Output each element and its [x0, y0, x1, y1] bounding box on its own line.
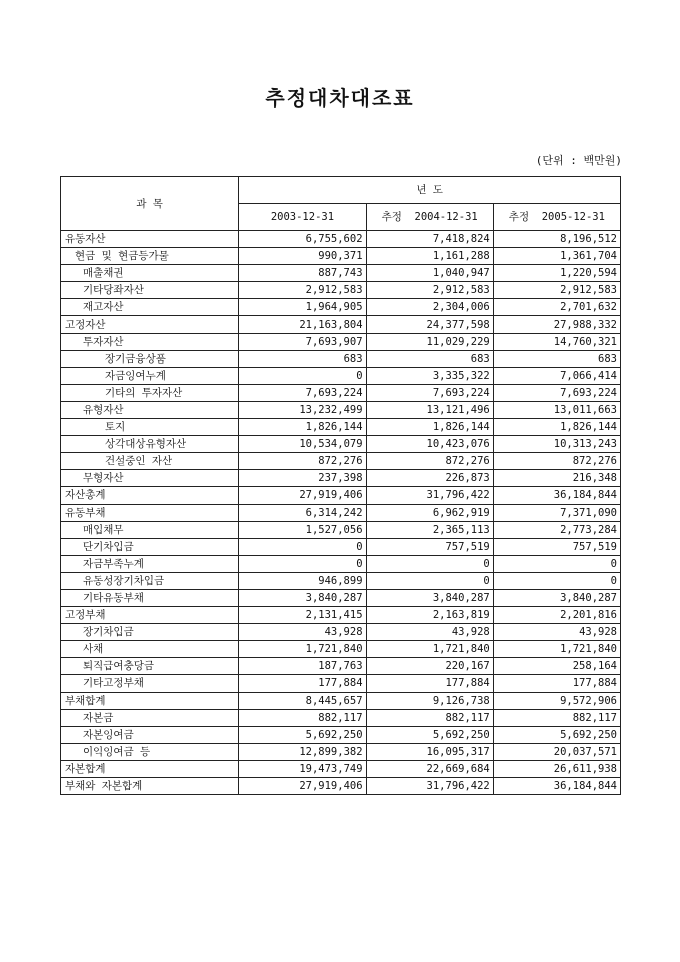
table-row [61, 760, 621, 777]
row-label: 유동부채 [61, 504, 239, 521]
table-row [61, 436, 621, 453]
row-value: 683 [366, 350, 493, 367]
row-value: 177,884 [239, 675, 366, 692]
row-label: 장기차입금 [61, 624, 239, 641]
row-value: 3,840,287 [366, 589, 493, 606]
table-header [61, 177, 621, 231]
row-value: 7,693,907 [239, 333, 366, 350]
row-value: 6,314,242 [239, 504, 366, 521]
row-label: 기타유동부채 [61, 589, 239, 606]
row-value: 2,131,415 [239, 607, 366, 624]
row-value: 43,928 [366, 624, 493, 641]
row-value: 5,692,250 [239, 726, 366, 743]
table-row [61, 487, 621, 504]
row-value: 7,371,090 [493, 504, 620, 521]
table-row [61, 641, 621, 658]
row-label: 무형자산 [61, 470, 239, 487]
row-value: 990,371 [239, 248, 366, 265]
row-value: 187,763 [239, 658, 366, 675]
row-value: 27,919,406 [239, 487, 366, 504]
row-value: 2,304,006 [366, 299, 493, 316]
row-value: 36,184,844 [493, 487, 620, 504]
table-row [61, 316, 621, 333]
row-value: 1,826,144 [493, 419, 620, 436]
row-value: 20,037,571 [493, 743, 620, 760]
row-value: 872,276 [239, 453, 366, 470]
row-value: 24,377,598 [366, 316, 493, 333]
row-value: 882,117 [366, 709, 493, 726]
table-row [61, 624, 621, 641]
row-label: 자금부족누계 [61, 555, 239, 572]
row-label: 매입채무 [61, 521, 239, 538]
row-label: 퇴직급여충당금 [61, 658, 239, 675]
row-label: 부채합계 [61, 692, 239, 709]
row-label: 유형자산 [61, 401, 239, 418]
header-col-2004: 추정 2004-12-31 [366, 204, 493, 231]
row-label: 기타의 투자자산 [61, 384, 239, 401]
table-row [61, 709, 621, 726]
row-value: 1,527,056 [239, 521, 366, 538]
row-value: 3,840,287 [239, 589, 366, 606]
header-col-2003: 2003-12-31 [239, 204, 366, 231]
row-value: 19,473,749 [239, 760, 366, 777]
row-label: 재고자산 [61, 299, 239, 316]
row-value: 258,164 [493, 658, 620, 675]
row-value: 216,348 [493, 470, 620, 487]
row-label: 유동자산 [61, 231, 239, 248]
header-item: 과 목 [61, 177, 239, 231]
row-value: 7,066,414 [493, 367, 620, 384]
row-value: 7,693,224 [366, 384, 493, 401]
row-value: 7,693,224 [239, 384, 366, 401]
row-value: 27,919,406 [239, 778, 366, 795]
row-value: 5,692,250 [493, 726, 620, 743]
row-value: 226,873 [366, 470, 493, 487]
row-value: 683 [239, 350, 366, 367]
table-body [61, 231, 621, 795]
table-row [61, 607, 621, 624]
row-value: 43,928 [493, 624, 620, 641]
table-row [61, 658, 621, 675]
row-label: 장기금융상품 [61, 350, 239, 367]
row-value: 0 [493, 572, 620, 589]
row-value: 177,884 [493, 675, 620, 692]
row-value: 3,335,322 [366, 367, 493, 384]
row-value: 2,912,583 [493, 282, 620, 299]
table-row [61, 401, 621, 418]
row-value: 2,201,816 [493, 607, 620, 624]
row-label: 자산총계 [61, 487, 239, 504]
row-label: 자본합계 [61, 760, 239, 777]
row-value: 872,276 [493, 453, 620, 470]
table-row [61, 778, 621, 795]
row-value: 10,423,076 [366, 436, 493, 453]
row-value: 1,161,288 [366, 248, 493, 265]
row-value: 14,760,321 [493, 333, 620, 350]
table-row [61, 248, 621, 265]
table-row [61, 384, 621, 401]
row-value: 1,826,144 [366, 419, 493, 436]
row-value: 1,220,594 [493, 265, 620, 282]
table-row [61, 675, 621, 692]
table-row [61, 333, 621, 350]
header-year: 년 도 [239, 177, 621, 204]
row-value: 0 [239, 555, 366, 572]
row-label: 자본금 [61, 709, 239, 726]
row-value: 9,126,738 [366, 692, 493, 709]
document-title: 추정대차대조표 [265, 86, 415, 110]
table-row [61, 555, 621, 572]
table-row [61, 504, 621, 521]
row-label: 토지 [61, 419, 239, 436]
table-row [61, 589, 621, 606]
row-value: 43,928 [239, 624, 366, 641]
row-value: 2,912,583 [239, 282, 366, 299]
table-row [61, 367, 621, 384]
row-label: 자본잉여금 [61, 726, 239, 743]
row-label: 매출채권 [61, 265, 239, 282]
table-row [61, 726, 621, 743]
row-value: 1,721,840 [366, 641, 493, 658]
row-value: 31,796,422 [366, 487, 493, 504]
row-value: 10,534,079 [239, 436, 366, 453]
row-value: 0 [239, 367, 366, 384]
row-value: 9,572,906 [493, 692, 620, 709]
table-row [61, 572, 621, 589]
row-value: 12,899,382 [239, 743, 366, 760]
row-value: 5,692,250 [366, 726, 493, 743]
row-value: 27,988,332 [493, 316, 620, 333]
row-label: 건설중인 자산 [61, 453, 239, 470]
row-value: 8,445,657 [239, 692, 366, 709]
row-value: 36,184,844 [493, 778, 620, 795]
row-value: 2,163,819 [366, 607, 493, 624]
row-value: 7,418,824 [366, 231, 493, 248]
table-row [61, 538, 621, 555]
row-value: 1,826,144 [239, 419, 366, 436]
row-label: 자금잉여누계 [61, 367, 239, 384]
row-label: 사채 [61, 641, 239, 658]
table-row [61, 350, 621, 367]
table-row [61, 282, 621, 299]
row-value: 757,519 [366, 538, 493, 555]
row-value: 757,519 [493, 538, 620, 555]
table-row [61, 299, 621, 316]
row-value: 220,167 [366, 658, 493, 675]
row-value: 13,232,499 [239, 401, 366, 418]
row-value: 882,117 [493, 709, 620, 726]
row-value: 237,398 [239, 470, 366, 487]
row-value: 177,884 [366, 675, 493, 692]
table-row [61, 470, 621, 487]
row-label: 이익잉여금 등 [61, 743, 239, 760]
row-value: 6,962,919 [366, 504, 493, 521]
table-row [61, 419, 621, 436]
row-value: 2,701,632 [493, 299, 620, 316]
row-value: 21,163,804 [239, 316, 366, 333]
row-value: 1,721,840 [493, 641, 620, 658]
row-label: 유동성장기차입금 [61, 572, 239, 589]
row-value: 887,743 [239, 265, 366, 282]
row-value: 0 [493, 555, 620, 572]
row-label: 고정자산 [61, 316, 239, 333]
row-value: 13,121,496 [366, 401, 493, 418]
row-value: 3,840,287 [493, 589, 620, 606]
row-label: 고정부채 [61, 607, 239, 624]
row-value: 8,196,512 [493, 231, 620, 248]
row-label: 단기차입금 [61, 538, 239, 555]
row-label: 기타당좌자산 [61, 282, 239, 299]
row-value: 10,313,243 [493, 436, 620, 453]
row-label: 투자자산 [61, 333, 239, 350]
balance-sheet-table [60, 176, 621, 795]
row-label: 현금 및 현금등가물 [61, 248, 239, 265]
table-row [61, 521, 621, 538]
row-value: 0 [366, 572, 493, 589]
row-label: 상각대상유형자산 [61, 436, 239, 453]
row-value: 1,040,947 [366, 265, 493, 282]
row-value: 0 [239, 538, 366, 555]
table-row [61, 453, 621, 470]
row-value: 882,117 [239, 709, 366, 726]
row-value: 2,773,284 [493, 521, 620, 538]
row-value: 1,721,840 [239, 641, 366, 658]
table-row [61, 231, 621, 248]
row-value: 1,361,704 [493, 248, 620, 265]
unit-label: (단위 : 백만원) [535, 154, 622, 167]
row-value: 683 [493, 350, 620, 367]
row-value: 11,029,229 [366, 333, 493, 350]
table-row [61, 743, 621, 760]
table-row [61, 692, 621, 709]
row-label: 기타고정부채 [61, 675, 239, 692]
table-row [61, 265, 621, 282]
row-value: 0 [366, 555, 493, 572]
row-value: 7,693,224 [493, 384, 620, 401]
row-value: 2,365,113 [366, 521, 493, 538]
row-value: 16,095,317 [366, 743, 493, 760]
header-col-2005: 추정 2005-12-31 [493, 204, 620, 231]
row-value: 872,276 [366, 453, 493, 470]
row-value: 13,011,663 [493, 401, 620, 418]
row-value: 22,669,684 [366, 760, 493, 777]
row-value: 31,796,422 [366, 778, 493, 795]
row-value: 26,611,938 [493, 760, 620, 777]
row-value: 1,964,905 [239, 299, 366, 316]
row-value: 2,912,583 [366, 282, 493, 299]
row-value: 6,755,602 [239, 231, 366, 248]
row-value: 946,899 [239, 572, 366, 589]
row-label: 부채와 자본합계 [61, 778, 239, 795]
